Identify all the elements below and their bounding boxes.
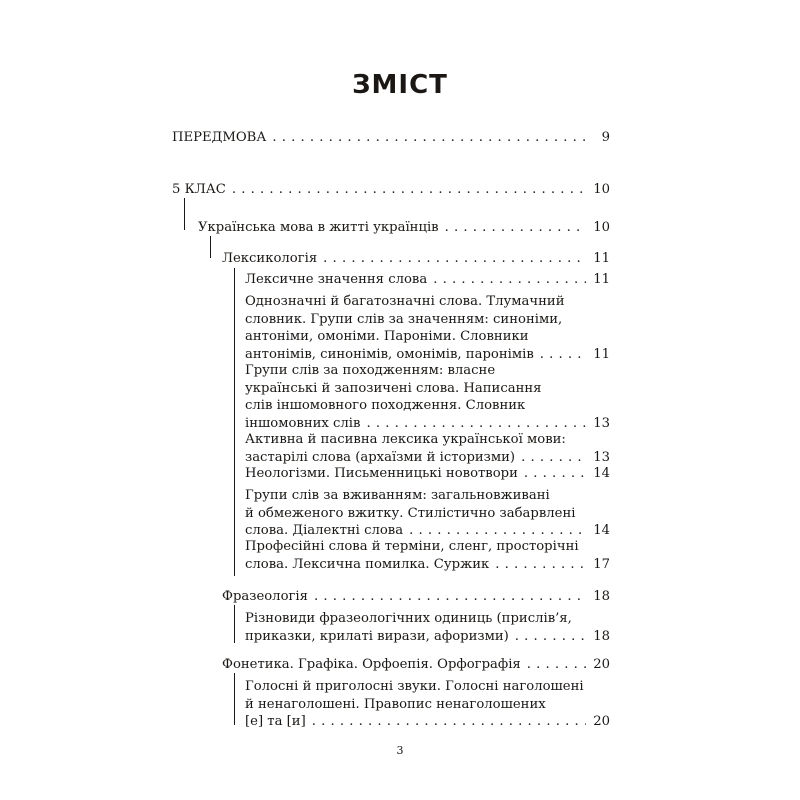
toc-entry-page-number: 9 [601, 130, 610, 145]
toc-entry-page-number: 11 [593, 251, 610, 266]
dot-leader [314, 588, 586, 606]
toc-entry[interactable] [198, 219, 610, 237]
toc-entry[interactable] [245, 362, 610, 432]
toc-entry-text-line: Професійні слова й терміни, сленг, просторічні [245, 539, 579, 554]
toc-entry-page-number: 14 [593, 466, 610, 481]
dot-leader [515, 628, 586, 646]
toc-entry-text-line: Групи слів за походженням: власне [245, 363, 496, 378]
toc-entry[interactable] [245, 610, 610, 645]
toc-entry-text-line: Однозначні й багатозначні слова. Тлумачний [245, 294, 565, 309]
toc-entry-text-line: й обмеженого вжитку. Стилістично забарвлені [245, 505, 576, 521]
toc-entry-text-line: Українська мова в житті українців [198, 220, 439, 235]
toc-entry-page-number: 17 [593, 556, 610, 572]
section-rule-fonetyka [234, 673, 235, 725]
toc-entry[interactable] [222, 588, 610, 606]
toc-entry[interactable] [245, 271, 610, 289]
toc-entry-text-line: приказки, крилаті вирази, афоризми) [245, 628, 509, 644]
section-rule-frazeologiya [234, 605, 235, 643]
toc-entry-page-number: 20 [593, 714, 610, 729]
toc-entry-text-line: Голосні й приголосні звуки. Голосні наголошені [245, 679, 584, 694]
toc-entry-text-line: словник. Групи слів за значенням: синоніми, [245, 311, 563, 327]
toc-entry-text-line: Фразеологія [222, 589, 308, 604]
toc-entry-page-number: 11 [593, 346, 610, 362]
dot-leader [433, 271, 586, 289]
toc-entry-text-line: [е] та [и] [245, 714, 306, 729]
section-rule-leksykologiya [234, 268, 235, 576]
toc-entry-text-line: застарілі слова (архаїзми й історизми) [245, 449, 516, 465]
toc-entry[interactable] [172, 181, 610, 199]
toc-entry-page-number: 13 [593, 415, 610, 431]
dot-leader [521, 449, 586, 467]
toc-entry-page-number: 10 [593, 182, 610, 197]
toc-entry-text-line: слова. Лексична помилка. Суржик [245, 556, 490, 572]
toc-entry[interactable] [222, 656, 610, 674]
dot-leader [527, 656, 586, 674]
toc-entry[interactable] [245, 487, 610, 540]
dot-leader [445, 219, 586, 237]
dot-leader [524, 465, 586, 483]
toc-entry-page-number: 13 [593, 449, 610, 465]
toc-entry-text-line: Різновиди фразеологічних одиниць (прислів’я, [245, 611, 572, 626]
toc-entry-page-number: 14 [593, 523, 610, 538]
page-number: 3 [396, 744, 404, 757]
toc-entry-text-line: слів іншомовного походження. Словник [245, 398, 526, 413]
dot-leader [323, 250, 586, 268]
toc-entry[interactable] [245, 431, 610, 466]
toc-entry[interactable] [245, 678, 610, 731]
toc-entry-text-line: іншомовних слів [245, 415, 361, 431]
toc-entry-text-line: Фонетика. Графіка. Орфоепія. Орфографія [222, 657, 521, 672]
toc-entry-text-line: Активна й пасивна лексика української мови: [245, 432, 566, 447]
toc-entry-page-number: 11 [593, 272, 610, 287]
dot-leader [312, 713, 586, 731]
toc-entry-text-line: слова. Діалектні слова [245, 523, 404, 538]
toc-entry-text-line: антонімів, синонімів, омонімів, паронімів [245, 346, 534, 362]
dot-leader [540, 346, 586, 364]
dot-leader [366, 415, 586, 433]
toc-entry-text-line: 5 КЛАС [172, 182, 226, 197]
toc-entry-text-line: антоніми, омоніми. Пароніми. Словники [245, 329, 529, 344]
toc-entry-page-number: 10 [593, 220, 610, 235]
dot-leader [232, 181, 586, 199]
dot-leader [409, 522, 586, 540]
toc-entry[interactable] [172, 129, 610, 147]
toc-entry-page-number: 18 [593, 589, 610, 604]
toc-entry-text-line: Лексичне значення слова [245, 272, 428, 287]
dot-leader [495, 556, 586, 574]
toc-entry[interactable] [245, 465, 610, 483]
section-rule-ukr-mova [210, 236, 211, 258]
toc-entry-text-line: Неологізми. Письменницькі новотвори [245, 466, 518, 481]
toc-entry-text-line: ПЕРЕДМОВА [172, 130, 267, 145]
toc-entry-text-line: українські й запозичені слова. Написання [245, 380, 542, 396]
toc-entry-page-number: 20 [593, 657, 610, 672]
page-title: ЗМІСТ [352, 70, 448, 100]
toc-entry-page-number: 18 [593, 628, 610, 644]
toc-entry-text-line: й ненаголошені. Правопис ненаголошених [245, 696, 546, 712]
toc-entry[interactable] [245, 293, 610, 363]
dot-leader [272, 129, 586, 147]
toc-entry-text-line: Лексикологія [222, 251, 318, 266]
toc-entry[interactable] [245, 538, 610, 573]
toc-entry-text-line: Групи слів за вживанням: загальновживані [245, 488, 550, 503]
toc-entry[interactable] [222, 250, 610, 268]
section-rule-5-klas [184, 198, 185, 230]
